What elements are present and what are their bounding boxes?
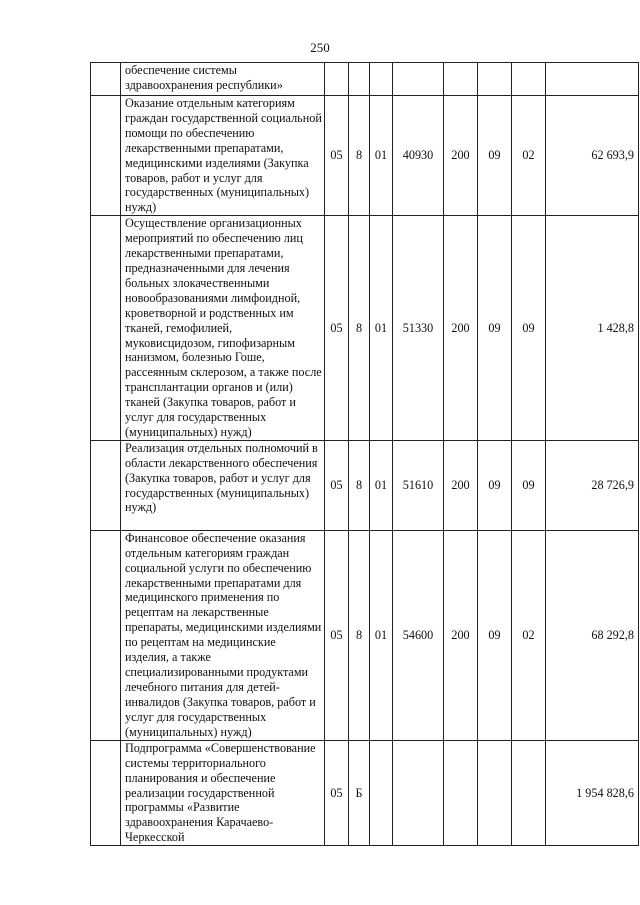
code-cell (444, 740, 478, 845)
code-cell: 01 (370, 96, 393, 216)
amount-cell: 68 292,8 (546, 530, 639, 740)
item-name-cell (121, 530, 325, 740)
blank-cell (91, 96, 121, 216)
blank-cell (91, 740, 121, 845)
item-name: Реализация отдельных полномочий в области лекарственного обеспечения (Закупка товаров, работ и услуг для государственных (муниципальных) нужд) (125, 440, 318, 515)
code-cell: 05 (325, 96, 349, 216)
table-row (91, 63, 639, 96)
amount-cell: 62 693,9 (546, 96, 639, 216)
item-name-cell (121, 216, 325, 441)
code-cell (393, 63, 444, 96)
code-cell: 8 (349, 440, 370, 530)
table-row (91, 216, 639, 441)
code-cell: 01 (370, 530, 393, 740)
table-row (91, 440, 639, 530)
blank-cell (91, 63, 121, 96)
code-cell: 09 (478, 530, 512, 740)
code-cell (325, 63, 349, 96)
code-cell: 54600 (393, 530, 444, 740)
code-cell: 200 (444, 216, 478, 441)
code-cell: 51610 (393, 440, 444, 530)
page-number: 250 (310, 40, 330, 55)
code-cell: 51330 (393, 216, 444, 441)
item-name: Финансовое обеспечение оказания отдельным категориям граждан социальной услуги по обеспечению лекарственными препаратами для медицинского применения по рецептам на лекарственные препараты, медицинскими изделиями по рецептам на медицинские изделия, а также специализированными продуктами лечебного питания для детей-инвалидов (Закупка товаров, работ и услуг для государственных (муниципальных) нужд) (125, 530, 322, 739)
code-cell (478, 740, 512, 845)
code-cell: 8 (349, 530, 370, 740)
code-cell: 05 (325, 530, 349, 740)
table-row (91, 740, 639, 845)
code-cell: 02 (512, 530, 546, 740)
item-name-cell (121, 440, 325, 530)
blank-cell (91, 216, 121, 441)
amount-cell (546, 63, 639, 96)
code-cell (370, 63, 393, 96)
item-name-cell (121, 740, 325, 845)
item-name: Оказание отдельным категориям граждан государственной социальной помощи по обеспечению лекарственными препаратами, медицинскими изделиями (Закупка товаров, работ и услуг для государственных (муниципальных) нужд) (125, 96, 322, 215)
code-cell: Б (349, 740, 370, 845)
code-cell: 05 (325, 216, 349, 441)
code-cell: 09 (478, 216, 512, 441)
item-name: Осуществление организационных мероприятий по обеспечению лиц лекарственными препаратами, предназначенными для лечения больных злокачественными новообразованиями лимфоидной, кроветворной и родственных им тканей, гемофилией, муковисцидозом, гипофизарным нанизмом, болезнью Гоше, рассеянным склерозом, а также после трансплантации органов и (или) тканей (Закупка товаров, работ и услуг для государственных (муниципальных) нужд) (125, 216, 322, 439)
code-cell: 01 (370, 440, 393, 530)
amount-cell: 1 428,8 (546, 216, 639, 441)
amount-cell: 28 726,9 (546, 440, 639, 530)
code-cell: 8 (349, 96, 370, 216)
code-cell: 05 (325, 440, 349, 530)
code-cell (349, 63, 370, 96)
code-cell: 05 (325, 740, 349, 845)
code-cell: 200 (444, 96, 478, 216)
code-cell: 02 (512, 96, 546, 216)
table-row (91, 96, 639, 216)
item-name-cell (121, 96, 325, 216)
code-cell (393, 740, 444, 845)
code-cell: 09 (478, 440, 512, 530)
blank-cell (91, 530, 121, 740)
amount-cell: 1 954 828,6 (546, 740, 639, 845)
code-cell: 200 (444, 530, 478, 740)
code-cell (478, 63, 512, 96)
code-cell: 01 (370, 216, 393, 441)
code-cell (444, 63, 478, 96)
code-cell: 8 (349, 216, 370, 441)
code-cell (370, 740, 393, 845)
code-cell: 200 (444, 440, 478, 530)
code-cell: 09 (512, 440, 546, 530)
code-cell (512, 740, 546, 845)
budget-table (90, 62, 639, 846)
code-cell: 40930 (393, 96, 444, 216)
code-cell (512, 63, 546, 96)
table-row (91, 530, 639, 740)
item-name: Подпрограмма «Совершенствование системы территориального планирования и обеспечение реализации государственной программы «Развитие здравоохранения Карачаево-Черкесской (125, 740, 316, 845)
blank-cell (91, 440, 121, 530)
item-name: обеспечение системы здравоохранения республики» (125, 63, 283, 92)
item-name-cell (121, 63, 325, 96)
code-cell: 09 (478, 96, 512, 216)
code-cell: 09 (512, 216, 546, 441)
